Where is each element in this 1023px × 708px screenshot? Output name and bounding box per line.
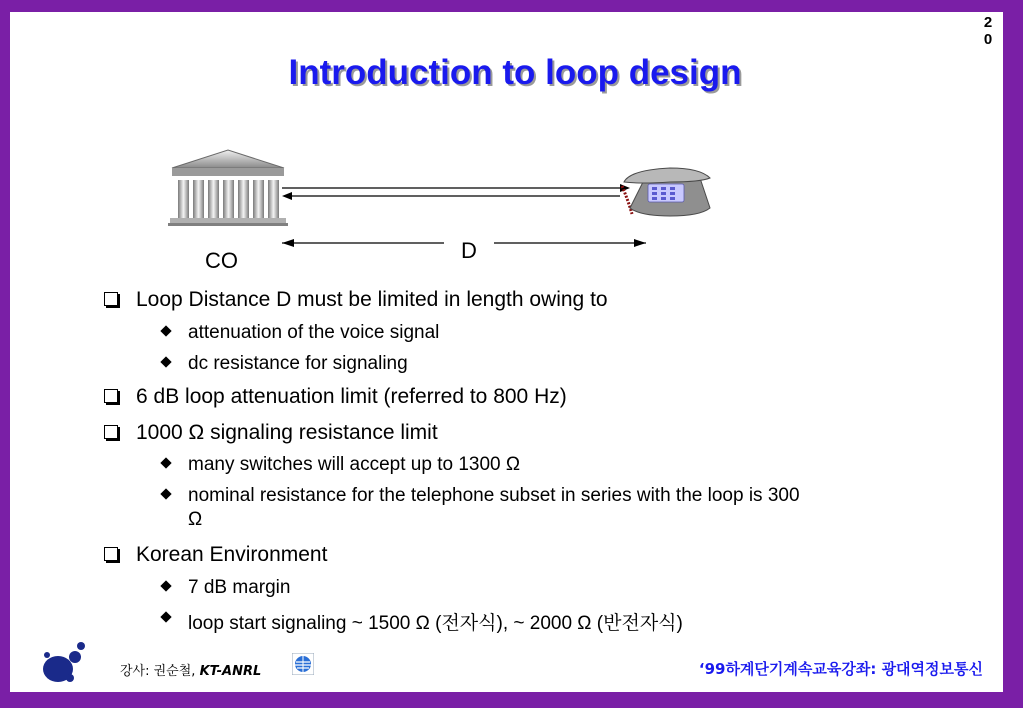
sub-bullet-item: attenuation of the voice signal: [188, 322, 439, 344]
diamond-bullet-icon: [160, 580, 171, 591]
kt-logo-icon: [292, 653, 314, 675]
diamond-bullet-icon: [160, 325, 171, 336]
co-label: CO: [205, 248, 238, 273]
bullet-item: Loop Distance D must be limited in length owing to: [136, 288, 608, 312]
checkbox-bullet-icon: [104, 425, 118, 439]
telephone-icon: [622, 168, 710, 216]
footer-instructor: 강사: 권순철, KT-ANRL: [120, 664, 262, 679]
diamond-bullet-icon: [160, 356, 171, 367]
page-number-digit: 2: [983, 14, 993, 31]
page-number-digit: 0: [983, 31, 993, 48]
university-logo-icon: [37, 640, 89, 686]
sub-bullet-item: 7 dB margin: [188, 577, 290, 599]
checkbox-bullet-icon: [104, 292, 118, 306]
diamond-bullet-icon: [160, 611, 171, 622]
loop-diagram: [10, 12, 1003, 292]
slide-title: Introduction to loop design: [288, 53, 742, 92]
checkbox-bullet-icon: [104, 389, 118, 403]
loop-wires: [282, 184, 630, 200]
sub-bullet-item: nominal resistance for the telephone subset in series with the loop is 300: [188, 485, 800, 507]
slide: [10, 12, 1003, 692]
diamond-bullet-icon: [160, 488, 171, 499]
distance-label: D: [461, 238, 477, 263]
sub-bullet-item: dc resistance for signaling: [188, 353, 408, 375]
bullet-item: Korean Environment: [136, 543, 327, 567]
footer-course-title: ‘99하계단기계속교육강좌: 광대역정보통신: [698, 660, 983, 678]
sub-bullet-item: loop start signaling ~ 1500 Ω (전자식), ~ 2000 Ω (반전자식): [188, 608, 683, 635]
sub-bullet-continuation: Ω: [188, 509, 203, 530]
sub-bullet-item: many switches will accept up to 1300 Ω: [188, 454, 520, 476]
diamond-bullet-icon: [160, 457, 171, 468]
bullet-item: 6 dB loop attenuation limit (referred to 800 Hz): [136, 385, 567, 409]
checkbox-bullet-icon: [104, 547, 118, 561]
bullet-item: 1000 Ω signaling resistance limit: [136, 421, 438, 445]
central-office-building-icon: [168, 150, 288, 226]
